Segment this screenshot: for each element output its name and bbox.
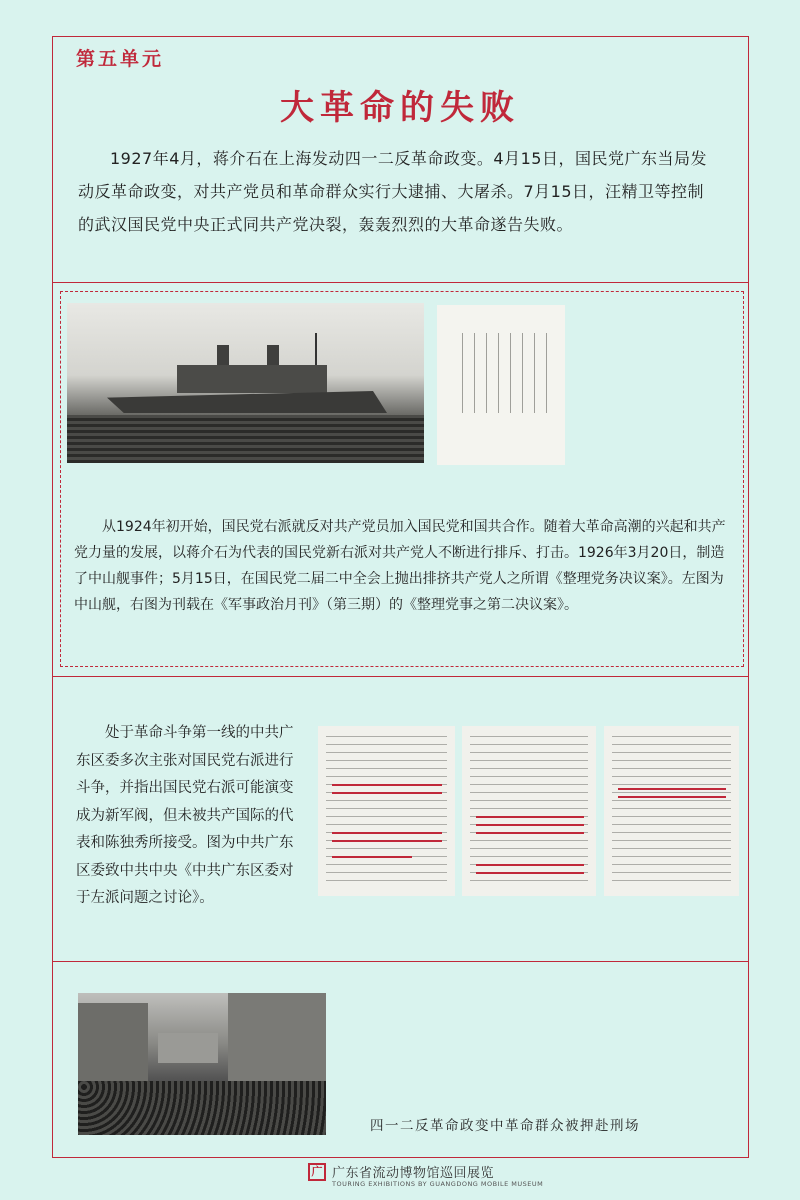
section-divider xyxy=(52,676,749,677)
section-3-paragraph: 处于革命斗争第一线的中共广东区委多次主张对国民党右派进行斗争，并指出国民党右派可能演变成为新军阀，但未被共产国际的代表和陈独秀所接受。图为中共广东区委致中共中央《中共广东区委对于左派问题之讨论》。 xyxy=(76,725,294,906)
footer-name-en: TOURING EXHIBITIONS BY GUANGDONG MOBILE MUSEUM xyxy=(332,1180,544,1188)
section-divider xyxy=(52,282,749,283)
resolution-document-photo xyxy=(437,305,565,465)
intro-paragraph: 1927年4月，蒋介石在上海发动四一二反革命政变。4月15日，国民党广东当局发动反革命政变，对共产党员和革命群众实行大逮捕、大屠杀。7月15日，汪精卫等控制的武汉国民党中央正式同共产党决裂，轰轰烈烈的大革命遂告失败。 xyxy=(78,149,707,234)
section-2-paragraph: 从1924年初开始，国民党右派就反对共产党员加入国民党和国共合作。随着大革命高潮的兴起和共产党力量的发展，以蒋介石为代表的国民党新右派对共产党人不断进行排斥、打击。1926年3月20日，制造了中山舰事件；5月15日，在国民党二届二中全会上抛出排挤共产党人之所谓《整理党务决议案》。左图为中山舰，右图为刊载在《军事政治月刊》（第三期）的《整理党事之第二决议案》。 xyxy=(74,519,726,613)
photo-caption: 四一二反革命政变中革命群众被押赴刑场 xyxy=(370,1118,640,1134)
document-page-1 xyxy=(318,726,455,896)
museum-logo: 广 xyxy=(308,1163,326,1181)
footer-name-cn: 广东省流动博物馆巡回展览 xyxy=(332,1166,495,1181)
page-title: 大革命的失败 xyxy=(280,88,520,128)
document-page-2 xyxy=(462,726,596,896)
zhongshan-ship-photo xyxy=(67,303,424,463)
street-crowd-photo xyxy=(78,993,326,1135)
unit-label: 第五单元 xyxy=(76,48,165,70)
document-page-3 xyxy=(604,726,739,896)
section-divider xyxy=(52,961,749,962)
